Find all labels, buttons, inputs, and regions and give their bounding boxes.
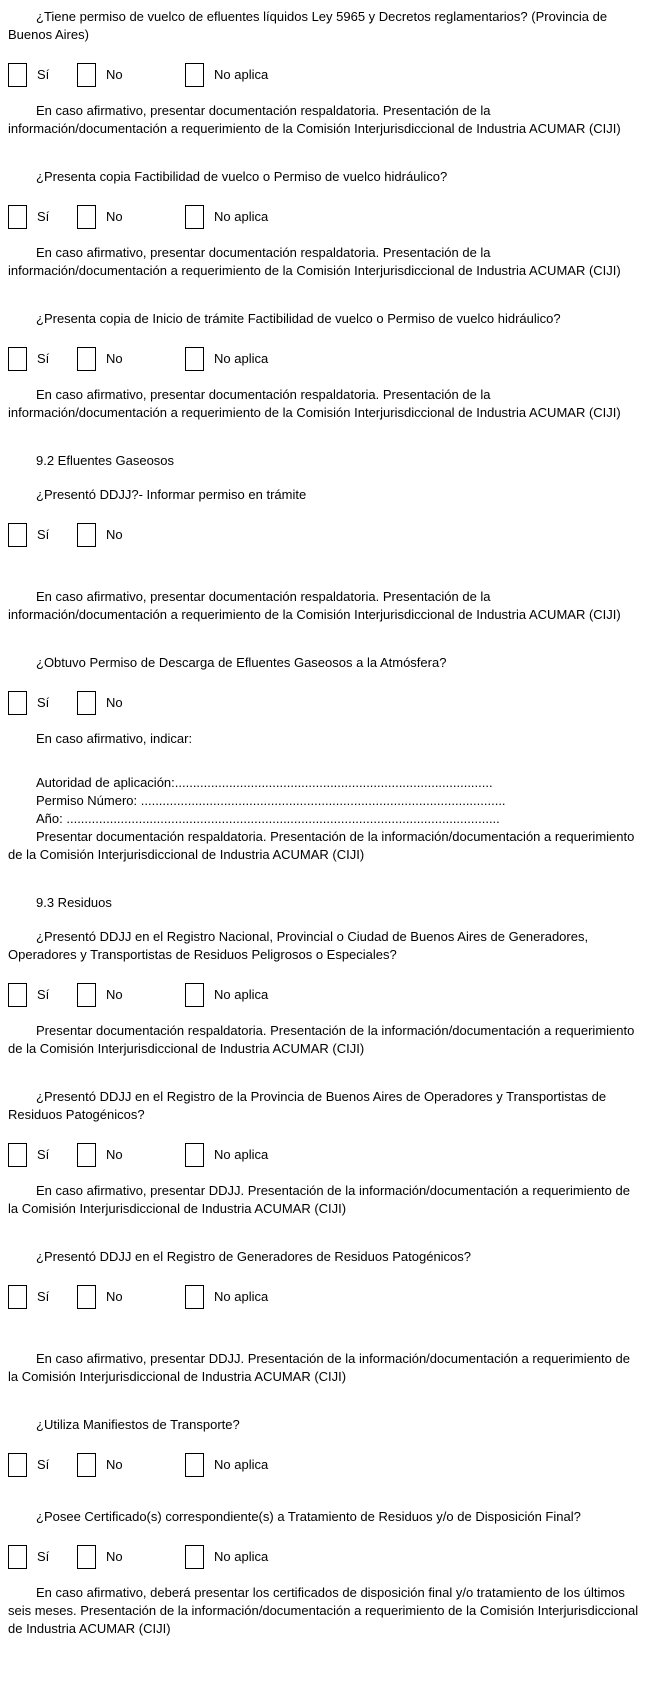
checkbox-label: Sí (37, 986, 50, 1002)
checkbox-option-no (77, 691, 185, 715)
checkbox-label: Sí (37, 350, 50, 366)
checkbox-option-no-aplica (185, 983, 268, 1007)
checkbox-no-aplica[interactable] (185, 1545, 204, 1569)
checkbox-no[interactable] (77, 1545, 96, 1569)
question-section (8, 1088, 640, 1218)
section-heading: 9.3 Residuos (36, 895, 112, 910)
question-text: ¿Presentó DDJJ?- Informar permiso en trámite (36, 487, 307, 502)
checkbox-option-no (77, 205, 185, 229)
checkbox-option-si (8, 691, 77, 715)
checkbox-no-aplica[interactable] (185, 1143, 204, 1167)
question-text: ¿Presentó DDJJ en el Registro de Generadores de Residuos Patogénicos? (36, 1249, 472, 1264)
question-section (8, 1508, 640, 1638)
checkbox-si[interactable] (8, 1285, 27, 1309)
fill-line (8, 810, 640, 828)
fill-line-label: Permiso Número: (36, 793, 141, 808)
checkbox-option-si (8, 1545, 77, 1569)
checkbox-label: Sí (37, 1548, 50, 1564)
checkbox-label: Sí (37, 1288, 50, 1304)
question-text: ¿Presenta copia Factibilidad de vuelco o Permiso de vuelco hidráulico? (36, 169, 448, 184)
question-section (8, 654, 640, 864)
checkbox-option-no (77, 347, 185, 371)
checkbox-label: No (106, 986, 123, 1002)
checkbox-no-aplica[interactable] (185, 63, 204, 87)
checkbox-option-no (77, 983, 185, 1007)
checkbox-label: No (106, 66, 123, 82)
checkbox-option-no (77, 523, 185, 547)
checkbox-label: No (106, 1288, 123, 1304)
checkbox-no[interactable] (77, 205, 96, 229)
fill-line-dots[interactable]: ........................................................................................................................ (66, 811, 500, 826)
instruction-note: En caso afirmativo, presentar DDJJ. Presentación de la información/documentación a requerimiento de la Comisión Interjurisdiccional de Industria ACUMAR (CIJI) (8, 1351, 630, 1384)
checkbox-label: No aplica (214, 1288, 269, 1304)
question-section (8, 8, 640, 138)
checkbox-option-no-aplica (185, 1143, 268, 1167)
checkbox-no[interactable] (77, 523, 96, 547)
checkbox-no-aplica[interactable] (185, 205, 204, 229)
checkbox-option-no (77, 1285, 185, 1309)
question-section (8, 168, 640, 280)
checkbox-option-no-aplica (185, 205, 268, 229)
question-section (8, 928, 640, 1058)
checkbox-label: No (106, 1456, 123, 1472)
instruction-note: En caso afirmativo, deberá presentar los certificados de disposición final y/o tratamiento de los últimos seis meses. Presentación de la información/documentación a requerimiento de la Comisión Interjurisdiccional de Industria ACUMAR (CIJI) (8, 1585, 639, 1636)
checkbox-row (8, 981, 640, 1008)
checkbox-option-si (8, 1143, 77, 1167)
question-section (8, 1416, 640, 1478)
checkbox-no[interactable] (77, 1453, 96, 1477)
checkbox-option-si (8, 1453, 77, 1477)
checkbox-option-no-aplica (185, 347, 268, 371)
instruction-note: Presentar documentación respaldatoria. Presentación de la información/documentación a requerimiento de la Comisión Interjurisdiccional de Industria ACUMAR (CIJI) (8, 829, 635, 862)
checkbox-label: No aplica (214, 350, 269, 366)
question-text: ¿Tiene permiso de vuelco de efluentes líquidos Ley 5965 y Decretos reglamentarios? (Provincia de Buenos Aires) (8, 9, 608, 42)
checkbox-no-aplica[interactable] (185, 347, 204, 371)
fill-line (8, 774, 640, 792)
checkbox-no[interactable] (77, 691, 96, 715)
checkbox-label: No aplica (214, 208, 269, 224)
question-section (8, 1248, 640, 1386)
section-heading: 9.2 Efluentes Gaseosos (36, 453, 175, 468)
question-section (8, 486, 640, 624)
checkbox-label: No aplica (214, 66, 269, 82)
checkbox-option-no (77, 1143, 185, 1167)
checkbox-option-si (8, 1285, 77, 1309)
checkbox-label: Sí (37, 66, 50, 82)
checkbox-label: Sí (37, 1456, 50, 1472)
checkbox-label: No aplica (214, 986, 269, 1002)
instruction-note: En caso afirmativo, presentar DDJJ. Presentación de la información/documentación a requerimiento de la Comisión Interjurisdiccional de Industria ACUMAR (CIJI) (8, 1183, 630, 1216)
checkbox-row (8, 1543, 640, 1570)
instruction-note: En caso afirmativo, presentar documentación respaldatoria. Presentación de la información/documentación a requerimiento de la Comisión Interjurisdiccional de Industria ACUMAR (CIJI) (8, 387, 621, 420)
checkbox-no[interactable] (77, 347, 96, 371)
instruction-note: En caso afirmativo, presentar documentación respaldatoria. Presentación de la información/documentación a requerimiento de la Comisión Interjurisdiccional de Industria ACUMAR (CIJI) (8, 245, 621, 278)
checkbox-label: No aplica (214, 1456, 269, 1472)
question-text: ¿Obtuvo Permiso de Descarga de Efluentes Gaseosos a la Atmósfera? (36, 655, 447, 670)
checkbox-label: No (106, 350, 123, 366)
checkbox-no[interactable] (77, 1285, 96, 1309)
checkbox-option-no-aplica (185, 1285, 268, 1309)
checkbox-option-no-aplica (185, 1545, 268, 1569)
checkbox-row (8, 203, 640, 230)
checkbox-si[interactable] (8, 205, 27, 229)
checkbox-option-si (8, 983, 77, 1007)
checkbox-label: Sí (37, 694, 50, 710)
checkbox-no-aplica[interactable] (185, 1453, 204, 1477)
checkbox-no-aplica[interactable] (185, 1285, 204, 1309)
checkbox-option-no-aplica (185, 1453, 268, 1477)
checkbox-row (8, 1141, 640, 1168)
checkbox-label: No aplica (214, 1146, 269, 1162)
checkbox-row (8, 61, 640, 88)
checkbox-option-no (77, 1545, 185, 1569)
question-text: ¿Presentó DDJJ en el Registro de la Provincia de Buenos Aires de Operadores y Transportistas de Residuos Patogénicos? (8, 1089, 607, 1122)
checkbox-label: No (106, 208, 123, 224)
question-text: ¿Presentó DDJJ en el Registro Nacional, Provincial o Ciudad de Buenos Aires de Generadores, Operadores y Transportistas de Residuos Peligrosos o Especiales? (8, 929, 589, 962)
question-text: ¿Utiliza Manifiestos de Transporte? (36, 1417, 240, 1432)
checkbox-row (8, 345, 640, 372)
checkbox-no[interactable] (77, 1143, 96, 1167)
checkbox-option-no (77, 1453, 185, 1477)
checkbox-option-si (8, 523, 77, 547)
checkbox-option-si (8, 205, 77, 229)
fill-line-dots[interactable]: ..................................................................................................... (140, 793, 506, 808)
checkbox-label: No aplica (214, 1548, 269, 1564)
checkbox-si[interactable] (8, 63, 27, 87)
checkbox-option-si (8, 347, 77, 371)
fill-line-label: Autoridad de aplicación: (36, 775, 175, 790)
checkbox-label: No (106, 526, 123, 542)
instruction-note: En caso afirmativo, presentar documentación respaldatoria. Presentación de la información/documentación a requerimiento de la Comisión Interjurisdiccional de Industria ACUMAR (CIJI) (8, 589, 621, 622)
checkbox-si[interactable] (8, 1545, 27, 1569)
checkbox-row (8, 521, 640, 548)
checkbox-label: No (106, 694, 123, 710)
checkbox-no[interactable] (77, 983, 96, 1007)
checkbox-no[interactable] (77, 63, 96, 87)
checkbox-si[interactable] (8, 1143, 27, 1167)
fill-line-dots[interactable]: ........................................................................................ (174, 775, 493, 790)
instruction-note: En caso afirmativo, indicar: (36, 731, 193, 746)
checkbox-option-si (8, 63, 77, 87)
checkbox-row (8, 1451, 640, 1478)
checkbox-label: Sí (37, 1146, 50, 1162)
question-text: ¿Posee Certificado(s) correspondiente(s) a Tratamiento de Residuos y/o de Disposición Final? (36, 1509, 581, 1524)
fill-line (8, 792, 640, 810)
checkbox-si[interactable] (8, 983, 27, 1007)
checkbox-option-no (77, 63, 185, 87)
fill-line-label: Año: (36, 811, 67, 826)
question-section (8, 310, 640, 422)
checkbox-si[interactable] (8, 1453, 27, 1477)
question-text: ¿Presenta copia de Inicio de trámite Factibilidad de vuelco o Permiso de vuelco hidráulico? (36, 311, 561, 326)
checkbox-si[interactable] (8, 691, 27, 715)
checkbox-si[interactable] (8, 347, 27, 371)
checkbox-row (8, 1283, 640, 1310)
checkbox-si[interactable] (8, 523, 27, 547)
checkbox-row (8, 689, 640, 716)
checkbox-no-aplica[interactable] (185, 983, 204, 1007)
instruction-note: En caso afirmativo, presentar documentación respaldatoria. Presentación de la información/documentación a requerimiento de la Comisión Interjurisdiccional de Industria ACUMAR (CIJI) (8, 103, 621, 136)
instruction-note: Presentar documentación respaldatoria. Presentación de la información/documentación a requerimiento de la Comisión Interjurisdiccional de Industria ACUMAR (CIJI) (8, 1023, 635, 1056)
checkbox-label: Sí (37, 526, 50, 542)
checkbox-option-no-aplica (185, 63, 268, 87)
checkbox-label: No (106, 1146, 123, 1162)
checkbox-label: No (106, 1548, 123, 1564)
checkbox-label: Sí (37, 208, 50, 224)
